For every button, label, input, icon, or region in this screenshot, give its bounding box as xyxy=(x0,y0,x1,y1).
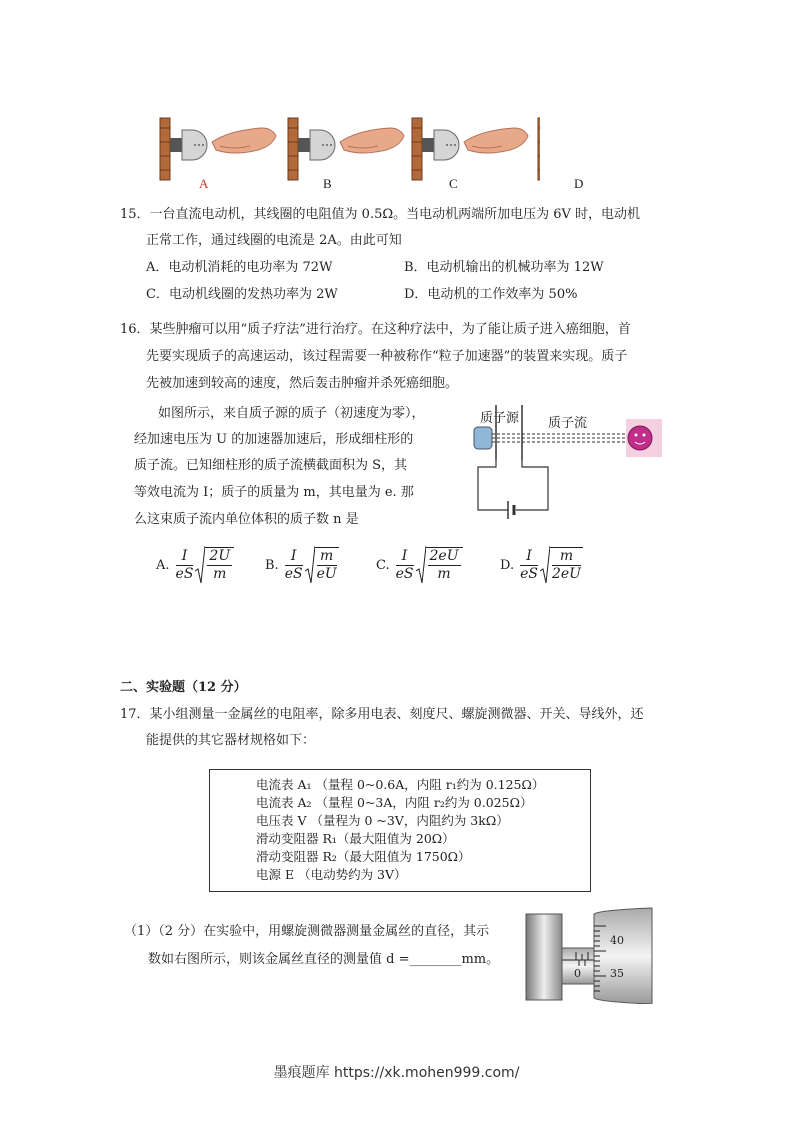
option-label: C. xyxy=(376,557,390,573)
q16-para1: 如图所示，来自质子源的质子（初速度为零）， xyxy=(158,406,425,421)
equipment-item: 滑动变阻器 R₁（最大阻值为 20Ω） xyxy=(256,831,455,846)
equipment-item: 电源 E （电动势约为 3V） xyxy=(256,867,407,882)
equipment-item: 电流表 A₁ （量程 0~0.6A，内阻 r₁约为 0.125Ω） xyxy=(256,777,545,792)
q17-sub1-line1: （1）（2 分）在实验中，用螺旋测微器测量金属丝的直径，其示 xyxy=(124,924,490,939)
figure-label-a: A xyxy=(199,176,209,191)
q15-option-b: B．电动机输出的机械功率为 12W xyxy=(404,260,604,275)
q15-line1: 15．一台直流电动机，其线圈的电阻值为 0.5Ω。当电动机两端所加电压为 6V 时，电动机 xyxy=(120,207,641,222)
q17-line1: 17．某小组测量一金属丝的电阻率，除多用电表、刻度尺、螺旋测微器、开关、导线外，还 xyxy=(120,707,644,722)
fig-label-proton-stream: 质子流 xyxy=(548,416,588,431)
q16-line1: 16．某些肿瘤可以用“质子疗法”进行治疗。在这种疗法中，为了能让质子进入癌细胞，首 xyxy=(120,322,631,337)
micrometer-figure xyxy=(524,904,654,1004)
equipment-item: 电压表 V （量程为 0 ~3V，内阻约为 3kΩ） xyxy=(256,813,509,828)
micrometer-mark-0: 0 xyxy=(574,967,581,980)
q17-sub1-line2: 数如右图所示，则该金属丝直径的测量值 d =________mm。 xyxy=(148,952,500,967)
q16-option-b: B. $\frac{I}{eS}$ $\frac{m}{eU}$ xyxy=(265,547,337,582)
q16-option-c: C. $\frac{I}{eS}$ $\frac{2eU}{m}$ xyxy=(376,541,463,589)
equipment-item: 电流表 A₂ （量程 0~3A，内阻 r₂约为 0.025Ω） xyxy=(256,795,533,810)
figure-label-d: D xyxy=(574,176,584,191)
section-title: 二、实验题（12 分） xyxy=(120,680,247,695)
fig-label-proton-source: 质子源 xyxy=(480,411,520,426)
q15-option-d: D．电动机的工作效率为 50% xyxy=(404,287,578,302)
q15-option-c: C．电动机线圈的发热功率为 2W xyxy=(146,287,338,302)
micrometer-mark-35: 35 xyxy=(610,967,624,980)
q15-option-a: A．电动机消耗的电功率为 72W xyxy=(146,260,333,275)
equipment-item: 滑动变阻器 R₂（最大阻值为 1750Ω） xyxy=(256,849,471,864)
figure-label-b: B xyxy=(323,176,332,191)
q16-option-d: D. $\frac{I}{eS}$ $\frac{m}{2eU}$ xyxy=(500,547,581,582)
figure-label-c: C xyxy=(449,176,458,191)
q16-para4: 等效电流为 I；质子的质量为 m，其电量为 e. 那 xyxy=(134,485,414,500)
figure-top xyxy=(150,112,540,192)
q16-para2: 经加速电压为 U 的加速器加速后，形成细柱形的 xyxy=(134,432,414,447)
q16-line3: 先被加速到较高的速度，然后轰击肿瘤并杀死癌细胞。 xyxy=(146,376,459,391)
option-label: B. xyxy=(265,557,279,573)
q16-option-a: A. $\frac{I}{eS}$ $\frac{2U}{m}$ xyxy=(156,541,234,589)
q16-para3: 质子流。已知细柱形的质子流横截面积为 S，其 xyxy=(134,458,408,473)
equipment-box xyxy=(209,769,591,892)
q16-line2: 先要实现质子的高速运动，该过程需要一种被称作“粒子加速器”的装置来实现。质子 xyxy=(146,349,628,364)
q15-line2: 正常工作，通过线圈的电流是 2A。由此可知 xyxy=(146,233,402,248)
page-footer: 墨痕题库 https://xk.mohen999.com/ xyxy=(273,1065,520,1081)
electrostatic-figure xyxy=(150,112,540,192)
micrometer-mark-40: 40 xyxy=(610,934,624,947)
q16-para5: 么这束质子流内单位体积的质子数 n 是 xyxy=(134,512,359,527)
q17-line2: 能提供的其它器材规格如下： xyxy=(146,733,316,748)
option-label: D. xyxy=(500,557,515,573)
option-label: A. xyxy=(156,557,170,573)
